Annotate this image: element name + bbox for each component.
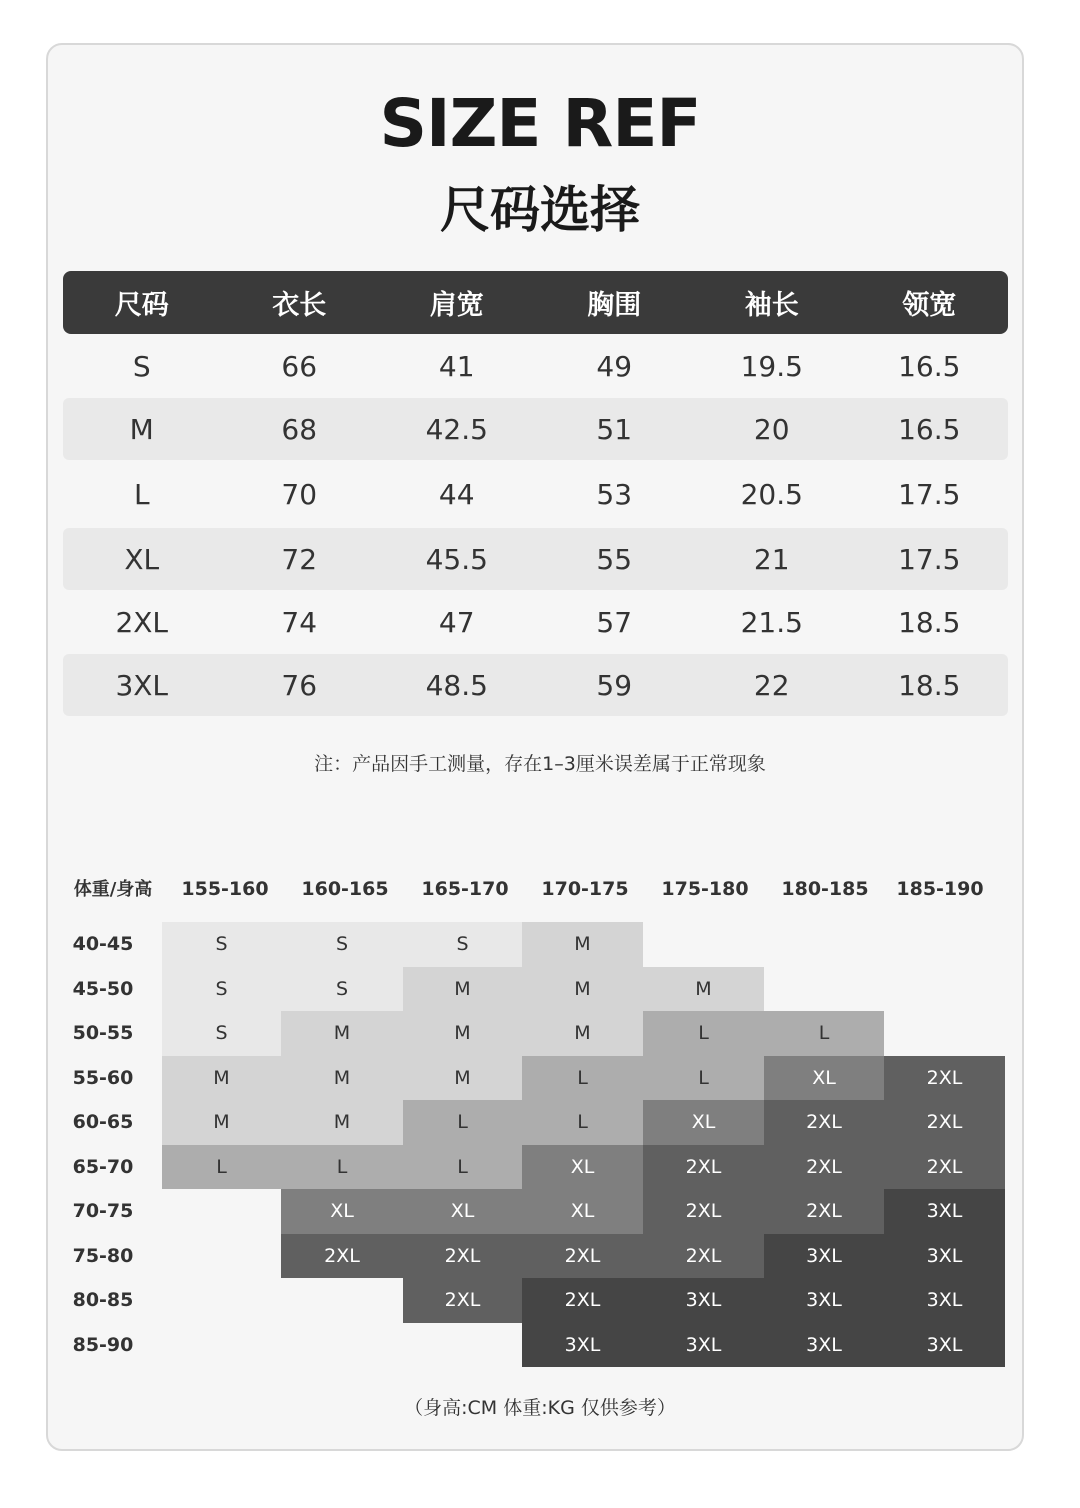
matrix-cell: S bbox=[162, 1011, 281, 1056]
matrix-cell: L bbox=[403, 1100, 522, 1145]
matrix-cell: 2XL bbox=[403, 1234, 522, 1279]
matrix-cell: 2XL bbox=[764, 1189, 884, 1234]
matrix-corner-label: 体重/身高 bbox=[73, 879, 153, 900]
size-table-row bbox=[63, 334, 1008, 398]
size-table-cell: 76 bbox=[281, 668, 318, 702]
size-table-cell: 72 bbox=[281, 542, 318, 576]
matrix-column-header: 155-160 bbox=[181, 878, 269, 900]
matrix-column-header: 160-165 bbox=[301, 878, 389, 900]
size-table-cell: 68 bbox=[281, 412, 318, 446]
matrix-cell: 3XL bbox=[884, 1278, 1005, 1323]
size-table-row bbox=[63, 590, 1008, 654]
matrix-cell: 3XL bbox=[764, 1323, 884, 1368]
size-table-cell: 41 bbox=[438, 349, 475, 383]
size-table-header-cell: 肩宽 bbox=[429, 290, 484, 321]
matrix-cell: M bbox=[403, 967, 522, 1012]
matrix-cell: 3XL bbox=[764, 1278, 884, 1323]
matrix-row-label: 40-45 bbox=[72, 933, 134, 955]
matrix-cell: S bbox=[162, 922, 281, 967]
size-table-cell: 74 bbox=[281, 605, 318, 639]
matrix-cell: M bbox=[281, 1056, 403, 1101]
size-table-cell: 57 bbox=[596, 605, 633, 639]
size-table-header bbox=[63, 271, 1008, 334]
matrix-cell: M bbox=[403, 1011, 522, 1056]
matrix-column-header: 180-185 bbox=[781, 878, 869, 900]
matrix-cell: XL bbox=[522, 1145, 643, 1190]
matrix-column-header: 185-190 bbox=[896, 878, 984, 900]
matrix-row-label: 45-50 bbox=[72, 977, 134, 1000]
matrix-cell: 3XL bbox=[884, 1323, 1005, 1368]
size-table-cell: 16.5 bbox=[898, 412, 961, 446]
matrix-cell: 3XL bbox=[764, 1234, 884, 1279]
matrix-row-label: 75-80 bbox=[72, 1244, 134, 1267]
size-table-cell: 66 bbox=[281, 349, 318, 383]
size-table-cell: S bbox=[132, 349, 151, 383]
matrix-row-label: 70-75 bbox=[72, 1200, 134, 1222]
matrix-row-label: 50-55 bbox=[72, 1022, 134, 1044]
size-table-cell: 51 bbox=[596, 412, 633, 446]
size-table-cell: 3XL bbox=[115, 668, 169, 702]
size-table-cell: 47 bbox=[438, 605, 475, 639]
size-table-header-cell: 袖长 bbox=[744, 290, 799, 321]
matrix-column-header: 175-180 bbox=[661, 878, 749, 900]
page-title-en: SIZE REF bbox=[379, 85, 701, 162]
size-table-cell: 42.5 bbox=[425, 412, 488, 446]
size-table-cell: 59 bbox=[596, 668, 633, 702]
matrix-footnote: （身高:CM 体重:KG 仅供参考） bbox=[404, 1397, 676, 1419]
matrix-cell: 2XL bbox=[884, 1145, 1005, 1190]
matrix-cell: 3XL bbox=[884, 1234, 1005, 1279]
matrix-cell: M bbox=[162, 1100, 281, 1145]
measurement-note: 注：产品因手工测量，存在1–3厘米误差属于正常现象 bbox=[314, 753, 766, 775]
matrix-cell: XL bbox=[403, 1189, 522, 1234]
size-table-header-cell: 胸围 bbox=[587, 290, 642, 321]
size-table-cell: 18.5 bbox=[898, 668, 961, 702]
matrix-cell: XL bbox=[522, 1189, 643, 1234]
matrix-cell: 2XL bbox=[884, 1056, 1005, 1101]
size-table-header-cell: 领宽 bbox=[902, 290, 957, 321]
page-title-cn: 尺码选择 bbox=[440, 181, 640, 239]
size-table-cell: 20 bbox=[753, 412, 790, 446]
size-table-cell: 45.5 bbox=[425, 542, 488, 576]
size-table-row bbox=[63, 654, 1008, 716]
matrix-cell: M bbox=[403, 1056, 522, 1101]
matrix-cell: XL bbox=[764, 1056, 884, 1101]
matrix-cell: M bbox=[162, 1056, 281, 1101]
size-table-cell: 2XL bbox=[115, 605, 169, 639]
matrix-cell: L bbox=[522, 1100, 643, 1145]
size-table-header-cell: 尺码 bbox=[114, 290, 169, 321]
size-table-cell: 19.5 bbox=[740, 349, 803, 383]
matrix-cell: 2XL bbox=[884, 1100, 1005, 1145]
matrix-cell: M bbox=[643, 967, 764, 1012]
matrix-cell: 3XL bbox=[643, 1323, 764, 1368]
matrix-cell: 2XL bbox=[643, 1189, 764, 1234]
matrix-cell: 2XL bbox=[764, 1100, 884, 1145]
matrix-cell: 3XL bbox=[643, 1278, 764, 1323]
size-table-cell: 44 bbox=[438, 477, 475, 511]
matrix-row-label: 60-65 bbox=[72, 1111, 134, 1133]
matrix-cell: M bbox=[522, 967, 643, 1012]
matrix-cell: XL bbox=[643, 1100, 764, 1145]
size-table-cell: 53 bbox=[596, 477, 633, 511]
matrix-cell: L bbox=[281, 1145, 403, 1190]
matrix-cell: 2XL bbox=[764, 1145, 884, 1190]
size-table-cell: 22 bbox=[753, 668, 790, 702]
size-table-cell: XL bbox=[124, 542, 160, 576]
matrix-column-header: 170-175 bbox=[541, 878, 629, 900]
matrix-cell: 3XL bbox=[522, 1323, 643, 1368]
matrix-cell: M bbox=[281, 1011, 403, 1056]
matrix-cell: L bbox=[403, 1145, 522, 1190]
size-table-cell: 48.5 bbox=[425, 668, 488, 702]
size-table-cell: 21.5 bbox=[740, 605, 803, 639]
size-table-row bbox=[63, 460, 1008, 528]
matrix-cell: 2XL bbox=[403, 1278, 522, 1323]
size-table-cell: 17.5 bbox=[898, 542, 961, 576]
matrix-cell: 3XL bbox=[884, 1189, 1005, 1234]
size-table-cell: 55 bbox=[596, 542, 633, 576]
size-table-body bbox=[63, 334, 1008, 716]
matrix-cell: M bbox=[522, 1011, 643, 1056]
matrix-cell: L bbox=[764, 1011, 884, 1056]
size-table-row bbox=[63, 398, 1008, 460]
matrix-column-header: 165-170 bbox=[421, 878, 509, 900]
matrix-cell: S bbox=[162, 967, 281, 1012]
matrix-cell: S bbox=[281, 967, 403, 1012]
matrix-cell: 2XL bbox=[522, 1234, 643, 1279]
matrix-cell: L bbox=[643, 1056, 764, 1101]
size-table-row bbox=[63, 528, 1008, 590]
size-table-cell: M bbox=[129, 412, 154, 446]
matrix-cell: M bbox=[522, 922, 643, 967]
size-table-cell: 18.5 bbox=[898, 605, 961, 639]
matrix-row-label: 55-60 bbox=[72, 1066, 134, 1089]
matrix-cell: 2XL bbox=[281, 1234, 403, 1279]
matrix-cell: S bbox=[403, 922, 522, 967]
matrix-cell: 2XL bbox=[643, 1234, 764, 1279]
matrix-cell: L bbox=[522, 1056, 643, 1101]
matrix-cell: M bbox=[281, 1100, 403, 1145]
size-table-cell: 20.5 bbox=[740, 477, 803, 511]
size-table-cell: 70 bbox=[281, 477, 318, 511]
size-table-header-cell: 衣长 bbox=[272, 290, 327, 321]
size-table-cell: 16.5 bbox=[898, 349, 961, 383]
size-table-cell: 17.5 bbox=[898, 477, 961, 511]
matrix-cell: XL bbox=[281, 1189, 403, 1234]
size-table-cell: 21 bbox=[753, 542, 790, 576]
matrix-row-label: 85-90 bbox=[72, 1333, 134, 1356]
matrix-row-label: 80-85 bbox=[72, 1289, 134, 1311]
matrix-cell: L bbox=[643, 1011, 764, 1056]
matrix-row-label: 65-70 bbox=[72, 1155, 134, 1178]
size-table-cell: L bbox=[133, 477, 150, 511]
size-table-cell: 49 bbox=[596, 349, 633, 383]
matrix-cell: S bbox=[281, 922, 403, 967]
matrix-cell: 2XL bbox=[643, 1145, 764, 1190]
matrix-cell: L bbox=[162, 1145, 281, 1190]
matrix-cell: 2XL bbox=[522, 1278, 643, 1323]
size-table bbox=[63, 271, 1008, 716]
